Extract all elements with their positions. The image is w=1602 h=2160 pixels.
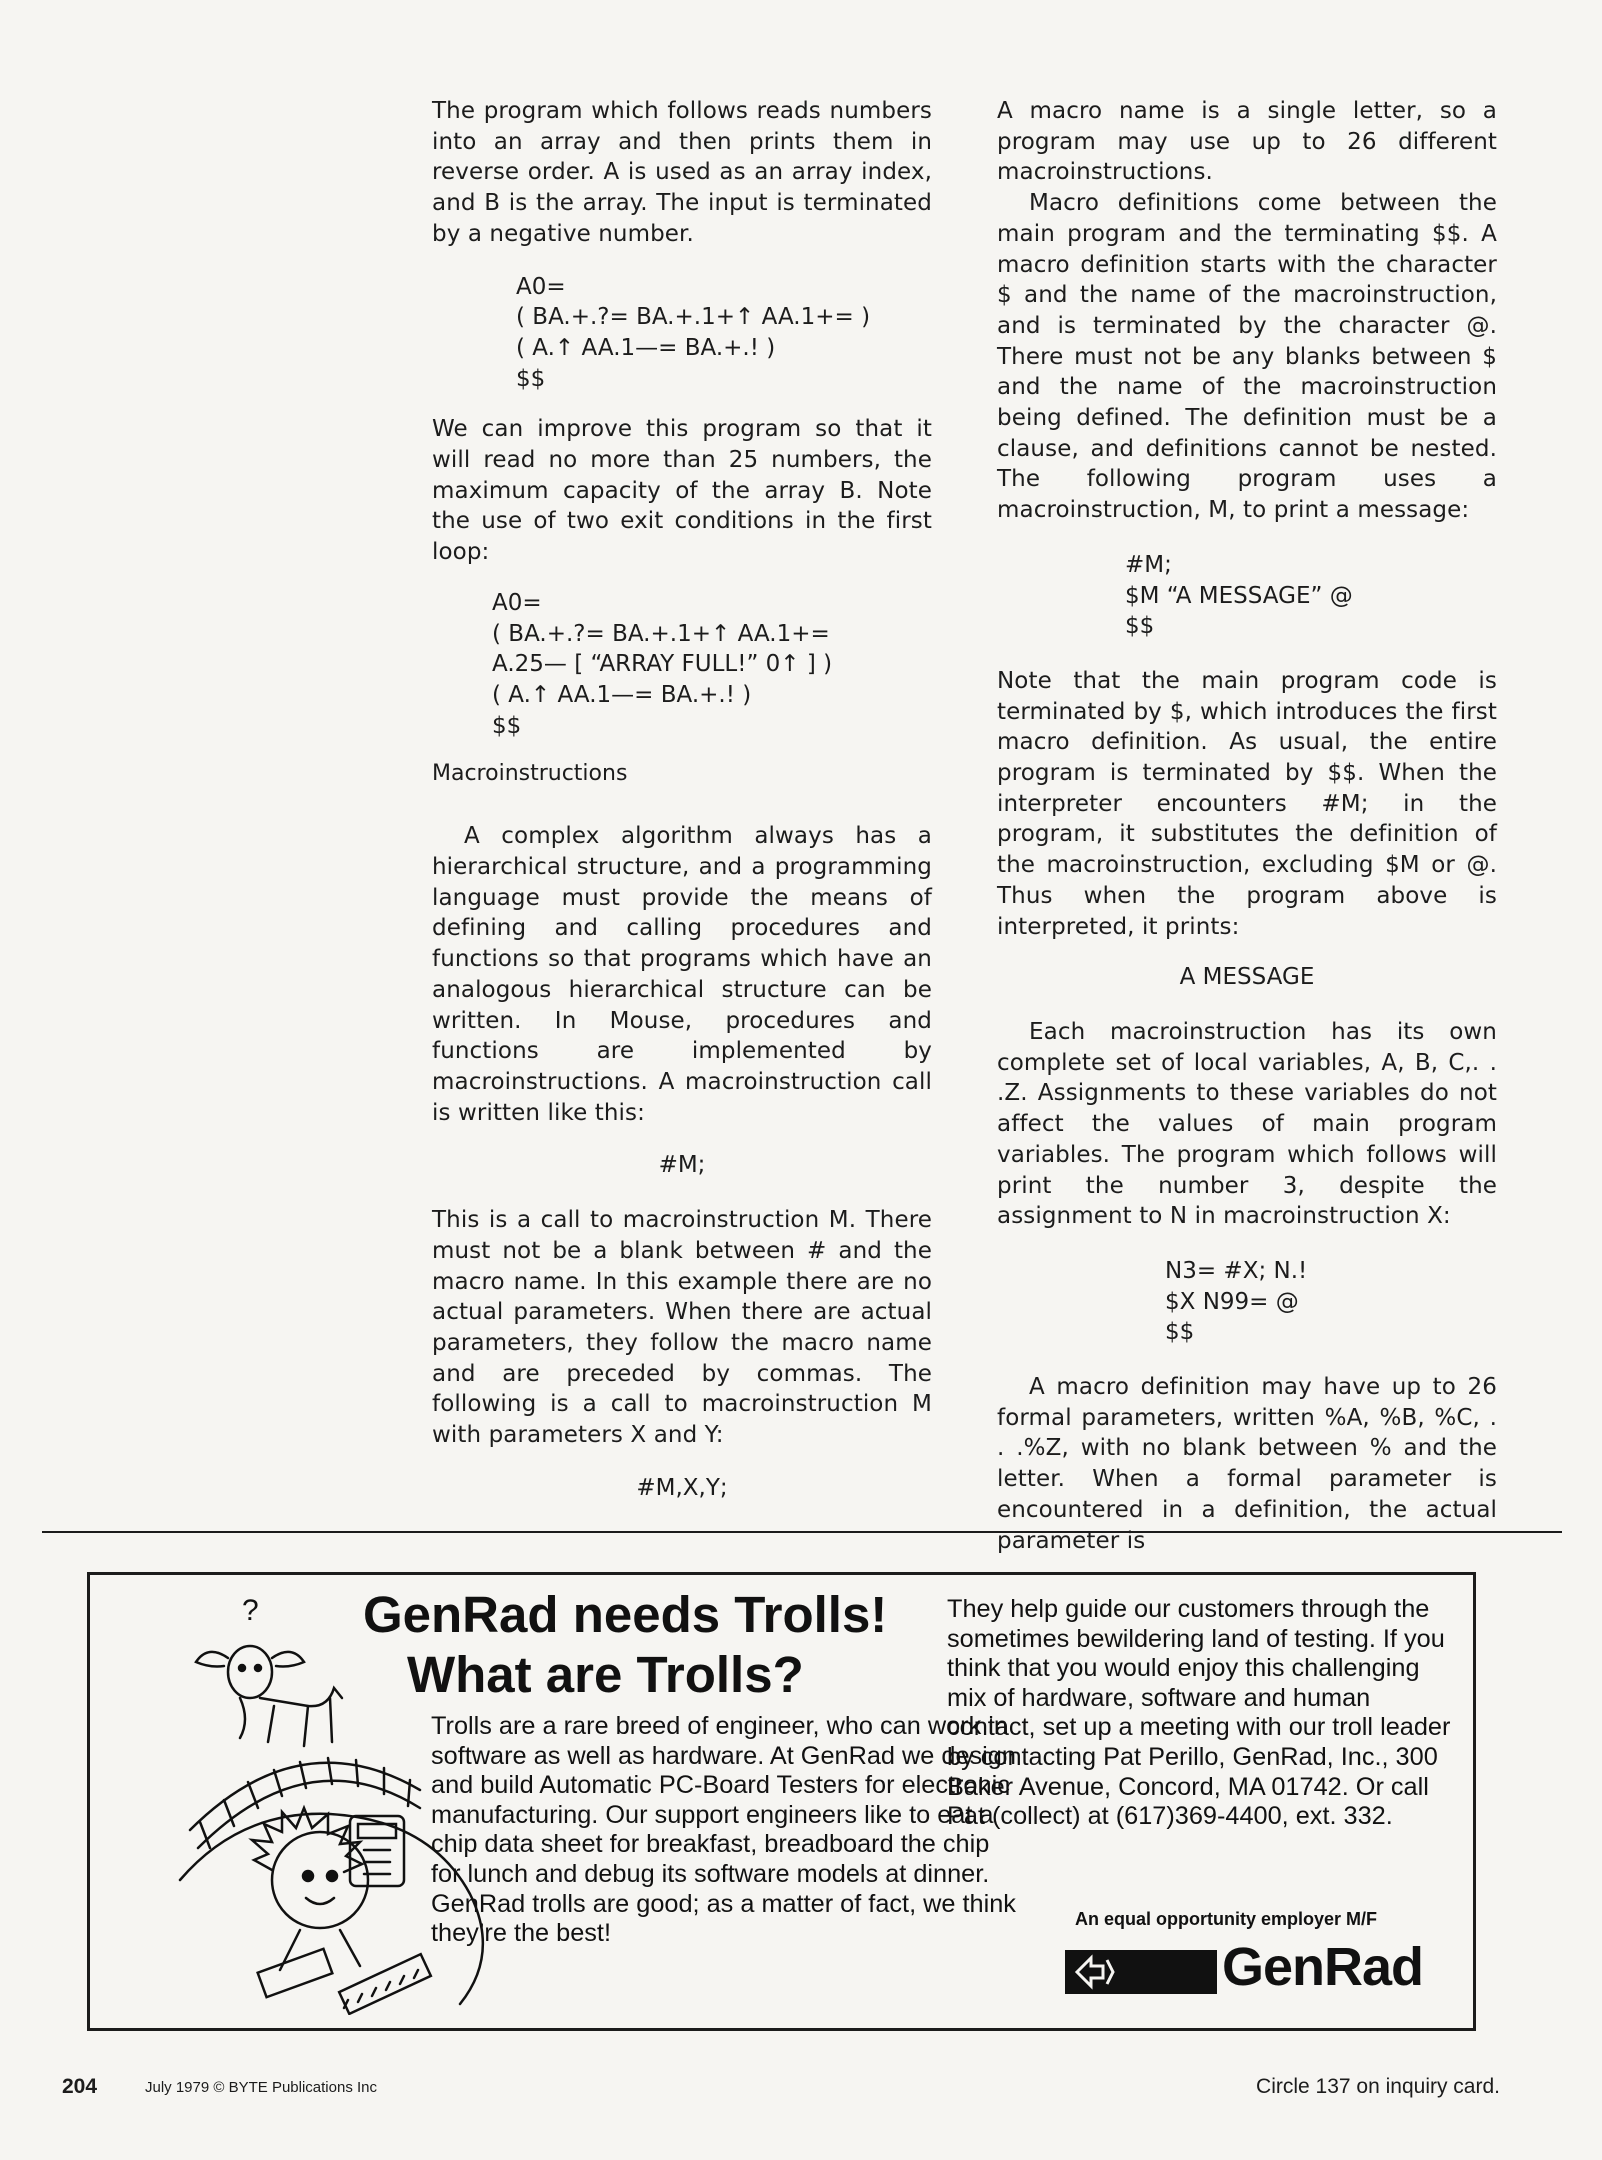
code-line: $X N99= @ (1165, 1288, 1299, 1315)
ad-headline (363, 1585, 1023, 1705)
paragraph: A complex algorithm always has a hierarchical structure, and a programming language must provide the means of defining and calling procedures and functions so that programs which have an analogous hierarchical structure can be written. In Mouse, procedures and functions are implemented by macroinstructions. A macroinstruction call is written like this: (432, 823, 932, 1126)
article-left-column (432, 96, 932, 1503)
equal-opportunity-line: An equal opportunity employer M/F (1075, 1909, 1378, 1929)
paragraph: The program which follows reads numbers into an array and then prints them in reverse order. A is used as an array index, and B is the array. The input is terminated by a negative number. (432, 98, 932, 247)
code-block (432, 272, 932, 395)
logo-bar (1065, 1950, 1217, 1994)
page-number: 204 (62, 2075, 98, 2098)
genrad-advertisement (87, 1572, 1476, 2031)
program-output: A MESSAGE (1179, 964, 1315, 991)
section-heading: Macroinstructions (432, 761, 628, 787)
code-line: ( A.↑ AA.1—= BA.+.! ) (516, 334, 776, 361)
code-line: ( BA.+.?= BA.+.1+↑ AA.1+= (492, 620, 830, 647)
code-line: #M; (1125, 551, 1172, 578)
code-line: A.25— [ “ARRAY FULL!” 0↑ ] ) (492, 651, 833, 678)
paragraph: Macro definitions come between the main program and the terminating $$. A macro definition starts with the character $ and the name of the macroinstruction, and is terminated by the character @. There must not be any blanks between $ and the name of the macroinstruction being defined. The definition must be a clause, and definitions cannot be nested. The following program uses a macroinstruction, M, to print a message: (997, 190, 1497, 524)
paragraph: Each macroinstruction has its own complete set of local variables, A, B, C,. . .Z. Assignments to these variables do not affect the values of main program variables. The program which follows will print the number 3, despite the assignment to N in macroinstruction X: (997, 1018, 1497, 1230)
code-line: ( A.↑ AA.1—= BA.+.! ) (492, 681, 752, 708)
code-line: ( BA.+.?= BA.+.1+↑ AA.1+= ) (516, 304, 871, 331)
code-block (432, 588, 932, 742)
ad-headline-line: What are Trolls? (407, 1646, 804, 1703)
publication-line: July 1979 © BYTE Publications Inc (145, 2079, 378, 2096)
page-footer (0, 2075, 1602, 2105)
code-line: N3= #X; N.! (1165, 1257, 1308, 1284)
paragraph: A macro definition may have up to 26 formal parameters, written %A, %B, %C, . . .%Z, with no blank between % and the letter. When a formal parameter is encountered in a definition, the actual parameter is (997, 1374, 1497, 1554)
code-line: $$ (516, 365, 546, 392)
divider-rule (42, 1531, 1562, 1533)
code-line: $M “A MESSAGE” @ (1125, 582, 1353, 609)
paragraph: Note that the main program code is terminated by $, which introduces the first macro definition. As usual, the entire program is terminated by $$. When the interpreter encounters #M; in the program, it substitutes the definition of the macroinstruction, excluding $M or @. Thus when the program above is interpreted, it prints: (997, 667, 1497, 940)
paragraph: A macro name is a single letter, so a program may use up to 26 different macroinstructions. (997, 98, 1497, 186)
paragraph: We can improve this program so that it will read no more than 25 numbers, the maximum capacity of the array B. Note the use of two exit conditions in the first loop: (432, 416, 932, 566)
code-line: #M,X,Y; (636, 1474, 728, 1501)
code-line: A0= (516, 273, 566, 300)
svg-text:?: ? (242, 1594, 259, 1627)
article-right-column (997, 96, 1497, 1556)
genrad-mark-icon (1073, 1954, 1117, 1990)
code-line: $$ (492, 712, 522, 739)
genrad-logo (1065, 1937, 1465, 2004)
code-line: #M; (658, 1152, 706, 1179)
code-line: A0= (492, 589, 542, 616)
code-line: $$ (1165, 1319, 1195, 1346)
ad-headline-line: GenRad needs Trolls! (363, 1586, 888, 1643)
paragraph: This is a call to macroinstruction M. There must not be a blank between # and the macro name. In this example there are no actual parameters. When there are actual parameters, they follow the macro name and are preceded by commas. The following is a call to macroinstruction M with parameters X and Y: (432, 1207, 932, 1449)
ad-body-right: They help guide our customers through the sometimes bewildering land of testing. If you think that you would enjoy this challenging mix of hardware, software and human contact, set up a meeting with our troll leader by contacting Pat Perillo, GenRad, Inc., 300 Baker Avenue, Concord, MA 01742. Or call Pat (collect) at (617)369-4400, ext. 332. (947, 1595, 1451, 1831)
logo-wordmark: GenRad (1222, 1937, 1424, 1997)
code-line: $$ (1125, 613, 1155, 640)
ad-body-left: Trolls are a rare breed of engineer, who can work in software as well as hardware. At GenRad we design and build Automatic PC-Board Testers for electronic manufacturing. Our support engineers like to eat a chip data sheet for breakfast, breadboard the chip for lunch and debug its software models at dinner. GenRad trolls are good; as a matter of fact, we think they’re the best! (431, 1712, 1016, 1948)
code-block (997, 550, 1497, 642)
code-block (997, 1256, 1497, 1348)
inquiry-card-note: Circle 137 on inquiry card. (1256, 2075, 1500, 2098)
